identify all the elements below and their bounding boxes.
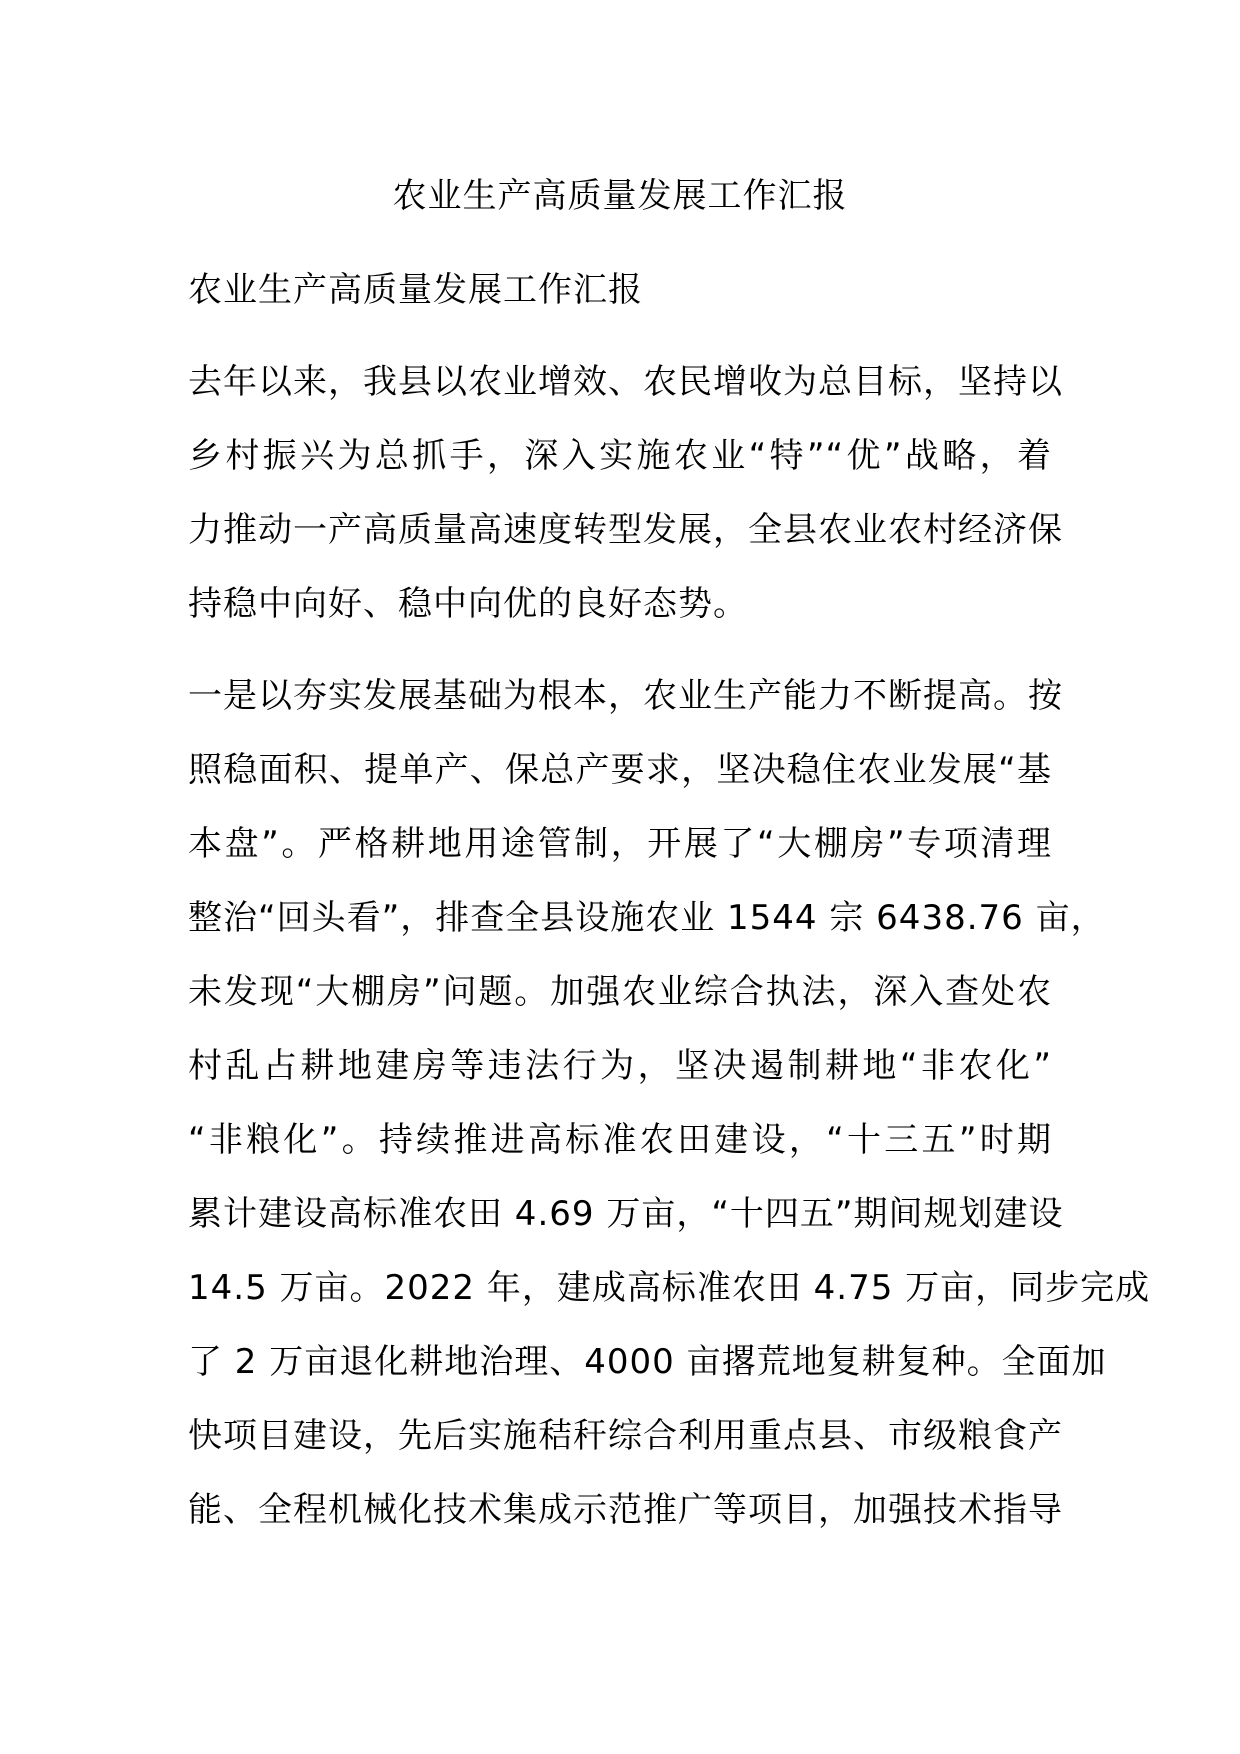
text-line: 乡村振兴为总抓手，深入实施农业“特”“优”战略，着 [188,436,1052,476]
text-line: 未发现“大棚房”问题。加强农业综合执法，深入查处农 [188,972,1052,1012]
document-title: 农业生产高质量发展工作汇报 [392,176,848,216]
text-line: 整治“回头看”，排查全县设施农业 1544 宗 6438.76 亩， [188,898,1106,938]
text-line: “非粮化”。持续推进高标准农田建设，“十三五”时期 [188,1120,1052,1160]
text-line: 本盘”。严格耕地用途管制，开展了“大棚房”专项清理 [188,824,1052,864]
text-line: 去年以来，我县以农业增效、农民增收为总目标，坚持以 [188,362,1063,402]
text-line: 了 2 万亩退化耕地治理、4000 亩撂荒地复耕复种。全面加 [188,1342,1107,1382]
text-line: 一是以夯实发展基础为根本，农业生产能力不断提高。按 [188,676,1063,716]
text-line: 快项目建设，先后实施秸秆综合利用重点县、市级粮食产 [188,1416,1063,1456]
text-line: 持稳中向好、稳中向优的良好态势。 [188,584,748,624]
text-line: 力推动一产高质量高速度转型发展，全县农业农村经济保 [188,510,1063,550]
document-subtitle: 农业生产高质量发展工作汇报 [188,270,643,310]
text-line: 照稳面积、提单产、保总产要求，坚决稳住农业发展“基 [188,750,1052,790]
text-line: 14.5 万亩。2022 年，建成高标准农田 4.75 万亩，同步完成 [188,1268,1151,1308]
text-line: 能、全程机械化技术集成示范推广等项目，加强技术指导 [188,1490,1063,1530]
text-line: 村乱占耕地建房等违法行为，坚决遏制耕地“非农化” [188,1046,1052,1086]
text-line: 累计建设高标准农田 4.69 万亩，“十四五”期间规划建设 [188,1194,1064,1234]
